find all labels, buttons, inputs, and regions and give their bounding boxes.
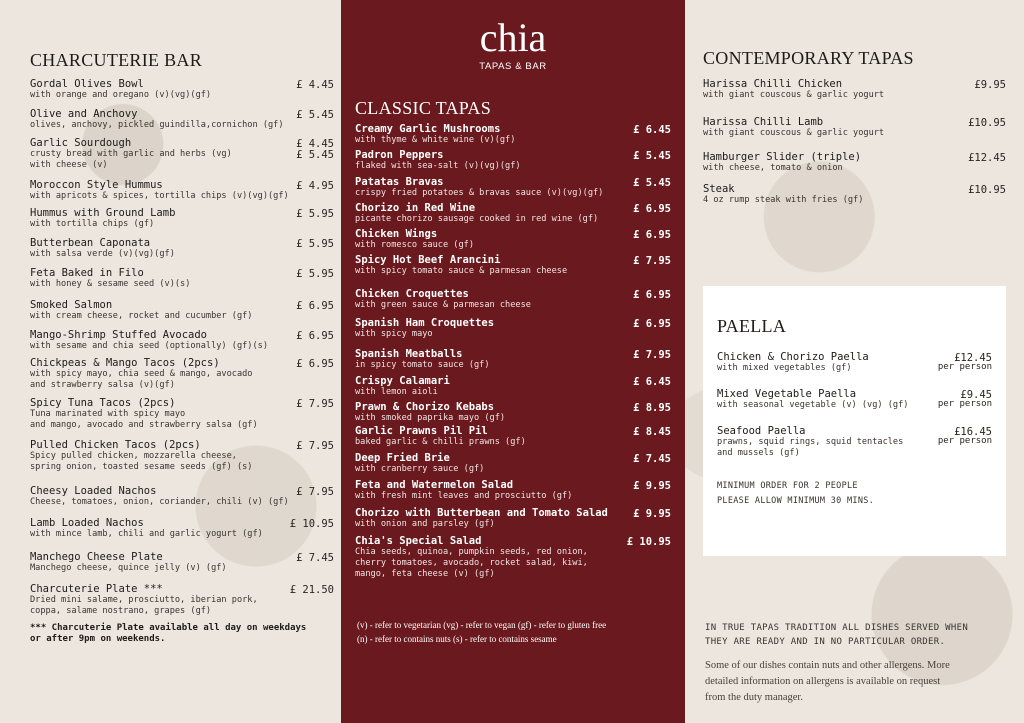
menu-item-price: £ 7.95 [633, 255, 671, 267]
menu-item-price: £ 10.95 [289, 518, 334, 530]
menu-item [703, 117, 884, 139]
menu-item-description: with orange and oregano (v)(vg)(gf) [30, 90, 212, 100]
menu-item-price: £ 4.45 [296, 138, 334, 150]
menu-item-price: £ 4.95 [296, 180, 334, 192]
charcuterie-note-line: *** Charcuterie Plate available all day on weekdays [30, 623, 307, 633]
menu-item-name: Olive and Anchovy [30, 108, 138, 120]
menu-item-price: £ 6.95 [633, 318, 671, 330]
menu-item-description: mango, feta cheese (v) (gf) [355, 569, 495, 579]
menu-item-name: Deep Fried Brie [355, 452, 450, 464]
menu-item-name: Hummus with Ground Lamb [30, 207, 176, 219]
per-person-label: per person [937, 399, 992, 409]
menu-item [703, 152, 861, 174]
menu-item-price: £9.45 [960, 389, 992, 401]
menu-item-description: with lemon aioli [355, 387, 438, 397]
menu-item-price: £ 6.95 [296, 300, 334, 312]
menu-item-price: £ 6.45 [633, 376, 671, 388]
menu-item-price: £ 8.95 [633, 402, 671, 414]
menu-item-description: with cheese (v) [30, 160, 108, 170]
charcuterie-column [0, 0, 341, 723]
allergen-line-3: from the duty manager. [705, 692, 803, 703]
per-person-label: per person [937, 362, 992, 372]
menu-item-description: Spicy pulled chicken, mozzarella cheese, [30, 451, 237, 461]
contemporary-list [685, 0, 1024, 280]
menu-item-description: spring onion, toasted sesame seeds (gf) (s) [30, 462, 253, 472]
menu-item-price: £ 10.95 [626, 536, 671, 548]
allergen-line-2: detailed information on allergens is available on request [705, 676, 941, 687]
menu-item [30, 208, 175, 230]
menu-item [355, 124, 515, 146]
menu-item-name: Chickpeas & Mango Tacos (2pcs) [30, 357, 220, 369]
menu-item-name: Crispy Calamari [355, 375, 450, 387]
menu-item-price: £ 6.45 [633, 124, 671, 136]
tradition-line-1: IN TRUE TAPAS TRADITION ALL DISHES SERVED WHEN [705, 623, 969, 633]
menu-item-description: with thyme & white wine (v)(gf) [355, 135, 516, 145]
classic-tapas-column [341, 0, 685, 723]
menu-item [355, 480, 572, 502]
menu-item-price: £ 6.95 [633, 229, 671, 241]
menu-item-name: Harissa Chilli Lamb [703, 116, 824, 128]
menu-item-name: Mixed Vegetable Paella [717, 388, 857, 400]
menu-item-description: Chia seeds, quinoa, pumpkin seeds, red onion, [355, 547, 588, 557]
menu-item-description: with cheese, tomato & onion [703, 163, 843, 173]
menu-item-price: £ 7.95 [633, 349, 671, 361]
menu-item-name: Spanish Ham Croquettes [355, 317, 495, 329]
menu-item-price: £ 7.95 [296, 440, 334, 452]
menu-item-description: and mussels (gf) [717, 448, 800, 458]
menu-item-price: £ 7.45 [296, 552, 334, 564]
menu-item [717, 426, 903, 459]
menu-item [30, 268, 190, 290]
menu-item [703, 184, 863, 206]
tradition-line-2: THEY ARE READY AND IN NO PARTICULAR ORDER. [705, 637, 946, 647]
menu-item-name: Spicy Tuna Tacos (2pcs) [30, 397, 176, 409]
menu-item-price: £9.95 [974, 79, 1006, 91]
menu-item-price: £ 6.95 [296, 358, 334, 370]
menu-item-description: cherry tomatoes, avocado, rocket salad, kiwi, [355, 558, 588, 568]
menu-item [30, 440, 252, 473]
paella-note-1: MINIMUM ORDER FOR 2 PEOPLE [717, 481, 858, 491]
menu-item [30, 358, 252, 391]
charcuterie-list [0, 0, 341, 723]
brand-subtitle: TAPAS & BAR [479, 61, 547, 72]
menu-item-description: with spicy mayo, chia seed & mango, avocado [30, 369, 253, 379]
menu-item-description: with seasonal vegetable (v) (vg) (gf) [717, 400, 909, 410]
menu-item-name: Charcuterie Plate *** [30, 583, 163, 595]
menu-item-description: with giant couscous & garlic yogurt [703, 90, 885, 100]
menu-item [355, 289, 531, 311]
menu-item-description: with smoked paprika mayo (gf) [355, 413, 506, 423]
menu-item-name: Seafood Paella [717, 425, 806, 437]
menu-item [30, 180, 289, 202]
menu-item-name: Pulled Chicken Tacos (2pcs) [30, 439, 201, 451]
menu-item-description: with green sauce & parmesan cheese [355, 300, 531, 310]
menu-item-price: £16.45 [954, 426, 992, 438]
menu-item-price: £ 5.45 [633, 177, 671, 189]
menu-item-description: prawns, squid rings, squid tentacles [717, 437, 904, 447]
menu-item-description: flaked with sea-salt (v)(vg)(gf) [355, 161, 521, 171]
menu-item [30, 518, 263, 540]
menu-item [30, 552, 227, 574]
menu-item [30, 109, 284, 131]
menu-item-description: with cream cheese, rocket and cucumber (gf) [30, 311, 253, 321]
menu-item-name: Creamy Garlic Mushrooms [355, 123, 501, 135]
menu-item-name: Chia's Special Salad [355, 535, 482, 547]
menu-item-name: Chicken Wings [355, 228, 438, 240]
menu-item-description: with salsa verde (v)(vg)(gf) [30, 249, 175, 259]
menu-item-name: Lamb Loaded Nachos [30, 517, 144, 529]
menu-item-description: with mixed vegetables (gf) [717, 363, 852, 373]
menu-item [355, 255, 567, 277]
menu-item [355, 150, 521, 172]
allergen-line-1: Some of our dishes contain nuts and other allergens. More [705, 660, 950, 671]
menu-item-name: Gordal Olives Bowl [30, 78, 144, 90]
menu-item [355, 453, 484, 475]
menu-item-price: £12.45 [954, 352, 992, 364]
menu-item [355, 203, 598, 225]
per-person-label: per person [937, 436, 992, 446]
menu-item-price: £ 6.95 [633, 289, 671, 301]
menu-item-name: Steak [703, 183, 735, 195]
menu-item-price: £ 21.50 [289, 584, 334, 596]
menu-item [30, 238, 175, 260]
menu-item-price: £ 6.95 [633, 203, 671, 215]
menu-item-description: Tuna marinated with spicy mayo [30, 409, 186, 419]
menu-item-name: Chicken Croquettes [355, 288, 469, 300]
charcuterie-title: CHARCUTERIE BAR [30, 50, 203, 70]
menu-item-name: Chicken & Chorizo Paella [717, 351, 869, 363]
menu-item-name: Manchego Cheese Plate [30, 551, 163, 563]
menu-item-description: crusty bread with garlic and herbs (vg) [30, 149, 232, 159]
menu-item-name: Patatas Bravas [355, 176, 444, 188]
menu-item-price: £ 5.95 [296, 268, 334, 280]
menu-item-name: Harissa Chilli Chicken [703, 78, 843, 90]
menu-item-description: with spicy mayo [355, 329, 433, 339]
menu-item-description: and mango, avocado and strawberry salsa (gf) [30, 420, 258, 430]
menu-item [355, 402, 505, 424]
menu-item-price: £ 9.95 [633, 508, 671, 520]
menu-item-name: Garlic Sourdough [30, 137, 132, 149]
menu-item-description: Manchego cheese, quince jelly (v) (gf) [30, 563, 227, 573]
menu-item [717, 389, 908, 411]
menu-item-description: crispy fried potatoes & bravas sauce (v)(vg)(gf) [355, 188, 604, 198]
menu-item [355, 536, 588, 580]
menu-item-description: with tortilla chips (gf) [30, 219, 155, 229]
menu-item-price: £12.45 [968, 152, 1006, 164]
menu-item-name: Mango-Shrimp Stuffed Avocado [30, 329, 208, 341]
menu-item-price: £ 7.95 [296, 486, 334, 498]
menu-item-description: with apricots & spices, tortilla chips (v)(vg)(gf) [30, 191, 289, 201]
menu-item-name: Feta Baked in Filo [30, 267, 144, 279]
menu-item-description: in spicy tomato sauce (gf) [355, 360, 490, 370]
menu-item-description: picante chorizo sausage cooked in red wine (gf) [355, 214, 599, 224]
menu-item-name: Prawn & Chorizo Kebabs [355, 401, 495, 413]
charcuterie-note-line: or after 9pm on weekends. [30, 634, 166, 644]
menu-item-name: Spicy Hot Beef Arancini [355, 254, 501, 266]
menu-item-price: £10.95 [968, 117, 1006, 129]
menu-item-name: Chorizo with Butterbean and Tomato Salad [355, 507, 608, 519]
menu-item [30, 330, 268, 352]
paella-panel [703, 286, 1006, 556]
menu-item [355, 177, 603, 199]
paella-note-2: PLEASE ALLOW MINIMUM 30 MINS. [717, 496, 875, 506]
menu-item-price: £ 8.45 [633, 426, 671, 438]
menu-item-name: Butterbean Caponata [30, 237, 151, 249]
paella-list [703, 286, 1006, 556]
menu-item-name: Spanish Meatballs [355, 348, 463, 360]
menu-item-description: with cranberry sauce (gf) [355, 464, 485, 474]
classic-title: CLASSIC TAPAS [355, 98, 492, 118]
menu-item [355, 318, 494, 340]
menu-item-name: Chorizo in Red Wine [355, 202, 476, 214]
menu-item-price: £ 6.95 [296, 330, 334, 342]
menu-item [355, 229, 474, 251]
menu-item [355, 376, 450, 398]
menu-item-price: £ 5.95 [296, 208, 334, 220]
menu-item-description: with mince lamb, chili and garlic yogurt (gf) [30, 529, 263, 539]
menu-item-description: with honey & sesame seed (v)(s) [30, 279, 191, 289]
menu-item-name: Cheesy Loaded Nachos [30, 485, 157, 497]
menu-item-price: £ 4.45 [296, 79, 334, 91]
menu-item-name: Garlic Prawns Pil Pil [355, 425, 488, 437]
menu-item-price: £ 5.95 [296, 238, 334, 250]
menu-item-name: Moroccon Style Hummus [30, 179, 163, 191]
menu-item-description: with fresh mint leaves and prosciutto (gf) [355, 491, 573, 501]
menu-item-description: 4 oz rump steak with fries (gf) [703, 195, 864, 205]
menu-item [30, 79, 211, 101]
paella-title: PAELLA [717, 316, 787, 336]
charcuterie-note [30, 623, 306, 645]
menu-item [30, 138, 232, 171]
menu-item-description: with sesame and chia seed (optionally) (gf)(s) [30, 341, 268, 351]
menu-item [355, 349, 490, 371]
legend-line-1: (v) - refer to vegetarian (vg) - refer to vegan (gf) - refer to gluten free [357, 620, 607, 630]
menu-item-description: with romesco sauce (gf) [355, 240, 474, 250]
menu-item-description: and strawberry salsa (v)(gf) [30, 380, 175, 390]
menu-item-name: Padron Peppers [355, 149, 444, 161]
brand-logo: chia [479, 15, 547, 60]
menu-item-description: Dried mini salame, prosciutto, iberian pork, [30, 595, 258, 605]
menu-item [30, 486, 289, 508]
menu-item-description: with onion and parsley (gf) [355, 519, 495, 529]
menu-item-price: £ 5.45 [296, 109, 334, 121]
menu-item [30, 584, 258, 617]
menu-item [703, 79, 884, 101]
menu-item [30, 300, 252, 322]
menu-item [355, 508, 608, 530]
contemporary-column [685, 0, 1024, 723]
menu-item-description: baked garlic & chilli prawns (gf) [355, 437, 526, 447]
menu-item-description: Cheese, tomatoes, onion, coriander, chili (v) (gf) [30, 497, 289, 507]
menu-item-price: £ 5.45 [633, 150, 671, 162]
menu-item-price: £10.95 [968, 184, 1006, 196]
menu-item-description: coppa, salame nostrano, grapes (gf) [30, 606, 212, 616]
menu-item-price: £ 9.95 [633, 480, 671, 492]
menu-item-description: with spicy tomato sauce & parmesan cheese [355, 266, 568, 276]
menu-item-description: with giant couscous & garlic yogurt [703, 128, 885, 138]
menu-item-price: £ 7.95 [296, 398, 334, 410]
menu-item-name: Feta and Watermelon Salad [355, 479, 514, 491]
contemporary-title: CONTEMPORARY TAPAS [703, 48, 914, 68]
menu-item [717, 352, 869, 374]
menu-item-name: Hamburger Slider (triple) [703, 151, 862, 163]
menu-item-price: £ 5.45 [296, 149, 334, 161]
menu-item-description: olives, anchovy, pickled guindilla,cornichon (gf) [30, 120, 284, 130]
legend-line-2: (n) - refer to contains nuts (s) - refer to contains sesame [357, 634, 557, 644]
menu-item [355, 426, 526, 448]
menu-item-price: £ 7.45 [633, 453, 671, 465]
classic-list [341, 0, 685, 723]
menu-item [30, 398, 258, 431]
menu-item-name: Smoked Salmon [30, 299, 113, 311]
